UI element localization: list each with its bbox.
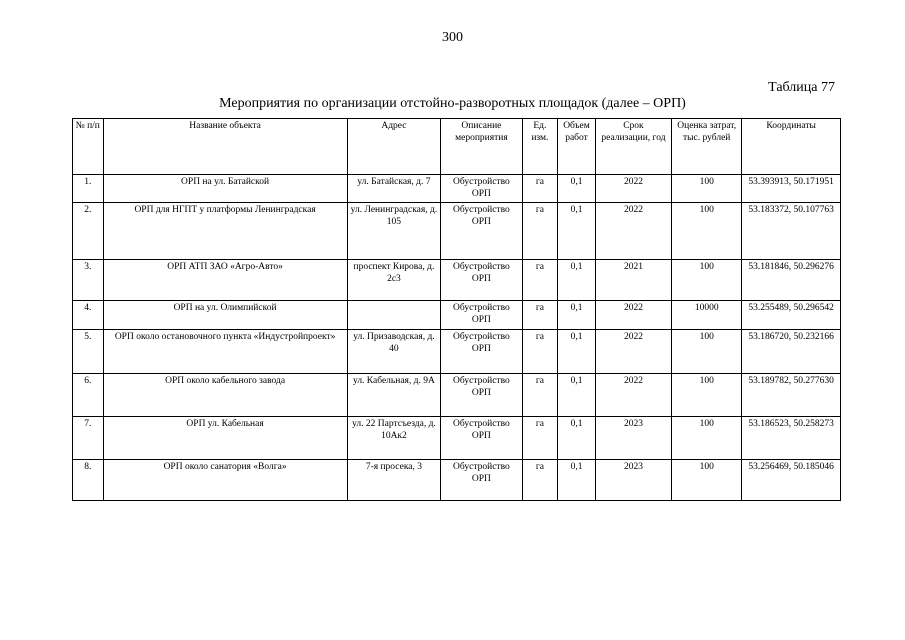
cell-number: 7. [73, 417, 104, 460]
cell-period: 2022 [595, 374, 671, 417]
cell-address: ул. Призаводская, д. 40 [347, 330, 441, 374]
cell-unit: га [522, 301, 558, 330]
header-cost: Оценка затрат, тыс. рублей [672, 119, 742, 175]
table-row [73, 175, 841, 203]
cell-description: Обустройство ОРП [441, 460, 522, 501]
cell-coordinates: 53.186720, 50.232166 [742, 330, 841, 374]
cell-number: 4. [73, 301, 104, 330]
cell-unit: га [522, 175, 558, 203]
table-body [73, 175, 841, 501]
cell-number: 2. [73, 203, 104, 260]
cell-number: 8. [73, 460, 104, 501]
cell-description: Обустройство ОРП [441, 417, 522, 460]
cell-number: 5. [73, 330, 104, 374]
cell-address: 7-я просека, 3 [347, 460, 441, 501]
cell-cost: 100 [672, 417, 742, 460]
cell-volume: 0,1 [558, 374, 596, 417]
table-row [73, 330, 841, 374]
table-row [73, 460, 841, 501]
header-volume: Объем работ [558, 119, 596, 175]
cell-object-name: ОРП АТП ЗАО «Агро-Авто» [103, 260, 347, 301]
cell-unit: га [522, 260, 558, 301]
cell-unit: га [522, 417, 558, 460]
cell-object-name: ОРП около санатория «Волга» [103, 460, 347, 501]
cell-period: 2022 [595, 175, 671, 203]
cell-cost: 100 [672, 203, 742, 260]
cell-unit: га [522, 330, 558, 374]
cell-period: 2021 [595, 260, 671, 301]
cell-object-name: ОРП ул. Кабельная [103, 417, 347, 460]
page-number: 300 [442, 30, 463, 45]
cell-address [347, 301, 441, 330]
cell-coordinates: 53.256469, 50.185046 [742, 460, 841, 501]
header-period: Срок реализации, год [595, 119, 671, 175]
header-object-name: Название объекта [103, 119, 347, 175]
cell-unit: га [522, 203, 558, 260]
table-number: Таблица 77 [768, 80, 835, 95]
cell-cost: 10000 [672, 301, 742, 330]
table-row [73, 203, 841, 260]
cell-volume: 0,1 [558, 417, 596, 460]
cell-coordinates: 53.255489, 50.296542 [742, 301, 841, 330]
cell-coordinates: 53.189782, 50.277630 [742, 374, 841, 417]
cell-period: 2023 [595, 460, 671, 501]
table-header [73, 119, 841, 175]
cell-object-name: ОРП для НГПТ у платформы Ленинградская [103, 203, 347, 260]
cell-number: 1. [73, 175, 104, 203]
cell-cost: 100 [672, 260, 742, 301]
cell-cost: 100 [672, 330, 742, 374]
cell-object-name: ОРП около кабельного завода [103, 374, 347, 417]
cell-coordinates: 53.393913, 50.171951 [742, 175, 841, 203]
cell-object-name: ОРП на ул. Батайской [103, 175, 347, 203]
cell-coordinates: 53.181846, 50.296276 [742, 260, 841, 301]
cell-number: 6. [73, 374, 104, 417]
cell-period: 2022 [595, 203, 671, 260]
cell-unit: га [522, 374, 558, 417]
cell-cost: 100 [672, 460, 742, 501]
table-row [73, 374, 841, 417]
header-coordinates: Координаты [742, 119, 841, 175]
cell-volume: 0,1 [558, 260, 596, 301]
table-row [73, 301, 841, 330]
table-title: Мероприятия по организации отстойно-разворотных площадок (далее – ОРП) [219, 96, 686, 111]
cell-address: ул. Кабельная, д. 9А [347, 374, 441, 417]
header-number: № п/п [73, 119, 104, 175]
cell-volume: 0,1 [558, 330, 596, 374]
cell-object-name: ОРП около остановочного пункта «Индустройпроект» [103, 330, 347, 374]
cell-period: 2022 [595, 330, 671, 374]
cell-object-name: ОРП на ул. Олимпийской [103, 301, 347, 330]
cell-description: Обустройство ОРП [441, 374, 522, 417]
cell-address: ул. 22 Партсъезда, д. 10Ак2 [347, 417, 441, 460]
cell-number: 3. [73, 260, 104, 301]
cell-description: Обустройство ОРП [441, 301, 522, 330]
cell-volume: 0,1 [558, 301, 596, 330]
cell-cost: 100 [672, 374, 742, 417]
cell-address: ул. Ленинградская, д. 105 [347, 203, 441, 260]
cell-address: ул. Батайская, д. 7 [347, 175, 441, 203]
cell-description: Обустройство ОРП [441, 203, 522, 260]
cell-coordinates: 53.183372, 50.107763 [742, 203, 841, 260]
cell-period: 2022 [595, 301, 671, 330]
cell-volume: 0,1 [558, 203, 596, 260]
cell-coordinates: 53.186523, 50.258273 [742, 417, 841, 460]
cell-unit: га [522, 460, 558, 501]
cell-description: Обустройство ОРП [441, 330, 522, 374]
header-description: Описание мероприятия [441, 119, 522, 175]
cell-address: проспект Кирова, д. 2с3 [347, 260, 441, 301]
table-row [73, 417, 841, 460]
cell-volume: 0,1 [558, 460, 596, 501]
orp-table [72, 118, 841, 501]
header-row [73, 119, 841, 175]
cell-cost: 100 [672, 175, 742, 203]
header-unit: Ед. изм. [522, 119, 558, 175]
header-address: Адрес [347, 119, 441, 175]
cell-volume: 0,1 [558, 175, 596, 203]
table-row [73, 260, 841, 301]
cell-description: Обустройство ОРП [441, 260, 522, 301]
cell-description: Обустройство ОРП [441, 175, 522, 203]
cell-period: 2023 [595, 417, 671, 460]
